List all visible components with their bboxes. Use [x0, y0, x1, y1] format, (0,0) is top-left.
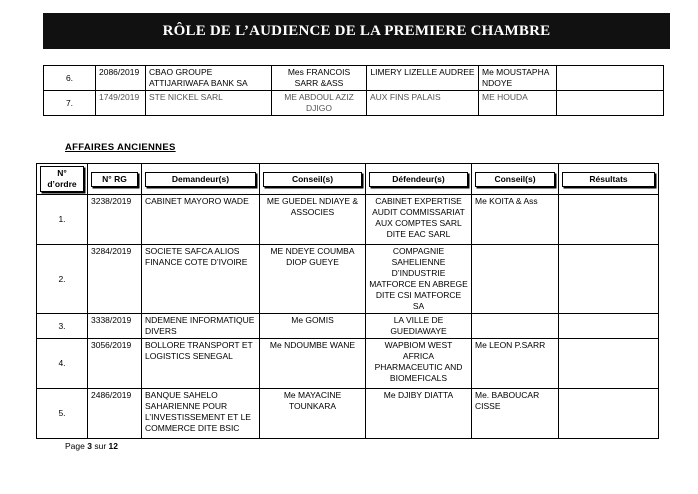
col-header-defendeur-label: Défendeur(s) — [369, 172, 468, 187]
case-conseil-defendeur: Me KOITA & Ass — [472, 195, 559, 245]
case-conseil-defendeur: Me MOUSTAPHA NDOYE — [479, 66, 557, 91]
case-defendeur: WAPBIOM WEST AFRICA PHARMACEUTIC AND BIOMEFICALS — [366, 339, 472, 389]
col-header-demandeur-label: Demandeur(s) — [145, 172, 256, 187]
footer-total-pages: 12 — [108, 441, 118, 451]
case-demandeur: BOLLORE TRANSPORT ET LOGISTICS SENEGAL — [142, 339, 260, 389]
col-header-num — [37, 164, 88, 195]
case-number: 3. — [37, 314, 88, 339]
case-conseil-defendeur — [472, 245, 559, 314]
case-demandeur: SOCIETE SAFCA ALIOS FINANCE COTE D’IVOIRE — [142, 245, 260, 314]
page-title: RÔLE DE L’AUDIENCE DE LA PREMIERE CHAMBRE — [43, 13, 670, 49]
case-demandeur: BANQUE SAHELO SAHARIENNE POUR L’INVESTISSEMENT ET LE COMMERCE DITE BSIC — [142, 389, 260, 439]
footer-separator: sur — [94, 441, 107, 451]
col-header-resultats-label: Résultats — [562, 172, 655, 187]
col-header-conseil2 — [472, 164, 559, 195]
case-defendeur: LA VILLE DE GUEDIAWAYE — [366, 314, 472, 339]
table-row — [37, 314, 659, 339]
footer-page-number: 3 — [87, 441, 92, 451]
case-rg: 2486/2019 — [88, 389, 142, 439]
previous-cases-table — [43, 65, 664, 116]
case-conseil-demandeur: Me MAYACINE TOUNKARA — [260, 389, 366, 439]
case-demandeur: STE NICKEL SARL — [146, 91, 272, 116]
col-header-demandeur — [142, 164, 260, 195]
case-rg: 2086/2019 — [96, 66, 146, 91]
case-rg: 3284/2019 — [88, 245, 142, 314]
case-conseil-demandeur: ME ABDOUL AZIZ DJIGO — [272, 91, 367, 116]
case-conseil-demandeur: Mes FRANCOIS SARR &ASS — [272, 66, 367, 91]
table-header-row — [37, 164, 659, 195]
table-row — [37, 245, 659, 314]
case-rg: 3338/2019 — [88, 314, 142, 339]
table-row — [44, 66, 664, 91]
page-footer — [65, 441, 118, 451]
col-header-rg — [88, 164, 142, 195]
case-defendeur: COMPAGNIE SAHELIENNE D’INDUSTRIE MATFORCE EN ABREGE DITE CSI MATFORCE SA — [366, 245, 472, 314]
case-defendeur: Me DJIBY DIATTA — [366, 389, 472, 439]
col-header-conseil1 — [260, 164, 366, 195]
case-demandeur: NDEMENE INFORMATIQUE DIVERS — [142, 314, 260, 339]
col-header-defendeur — [366, 164, 472, 195]
case-conseil-defendeur: Me LEON P.SARR — [472, 339, 559, 389]
footer-prefix: Page — [65, 441, 85, 451]
case-rg: 3056/2019 — [88, 339, 142, 389]
case-resultats — [559, 245, 659, 314]
case-number: 4. — [37, 339, 88, 389]
case-demandeur: CBAO GROUPE ATTIJARIWAFA BANK SA — [146, 66, 272, 91]
case-number: 2. — [37, 245, 88, 314]
case-number: 6. — [44, 66, 96, 91]
table-row — [37, 195, 659, 245]
case-conseil-defendeur: ME HOUDA — [479, 91, 557, 116]
case-conseil-demandeur: ME GUEDEL NDIAYE & ASSOCIES — [260, 195, 366, 245]
case-resultats — [559, 339, 659, 389]
case-resultats — [557, 66, 664, 91]
case-conseil-demandeur: ME NDEYE COUMBA DIOP GUEYE — [260, 245, 366, 314]
case-defendeur: LIMERY LIZELLE AUDREE — [367, 66, 479, 91]
case-resultats — [559, 389, 659, 439]
case-conseil-defendeur — [472, 314, 559, 339]
col-header-num-label: N° d’ordre — [40, 166, 84, 192]
case-conseil-demandeur: Me GOMIS — [260, 314, 366, 339]
col-header-rg-label: N° RG — [91, 172, 138, 187]
table-row — [44, 91, 664, 116]
col-header-resultats — [559, 164, 659, 195]
case-defendeur: AUX FINS PALAIS — [367, 91, 479, 116]
case-defendeur: CABINET EXPERTISE AUDIT COMMISSARIAT AUX COMPTES SARL DITE EAC SARL — [366, 195, 472, 245]
case-resultats — [559, 314, 659, 339]
case-number: 7. — [44, 91, 96, 116]
table-row — [37, 389, 659, 439]
case-demandeur: CABINET MAYORO WADE — [142, 195, 260, 245]
section-title: AFFAIRES ANCIENNES — [65, 142, 176, 153]
col-header-conseil2-label: Conseil(s) — [475, 172, 555, 187]
case-rg: 3238/2019 — [88, 195, 142, 245]
col-header-conseil1-label: Conseil(s) — [263, 172, 362, 187]
table-row — [37, 339, 659, 389]
case-number: 1. — [37, 195, 88, 245]
case-conseil-demandeur: Me NDOUMBE WANE — [260, 339, 366, 389]
case-resultats — [559, 195, 659, 245]
case-resultats — [557, 91, 664, 116]
case-conseil-defendeur: Me. BABOUCAR CISSE — [472, 389, 559, 439]
case-number: 5. — [37, 389, 88, 439]
old-cases-table — [36, 163, 659, 439]
case-rg: 1749/2019 — [96, 91, 146, 116]
